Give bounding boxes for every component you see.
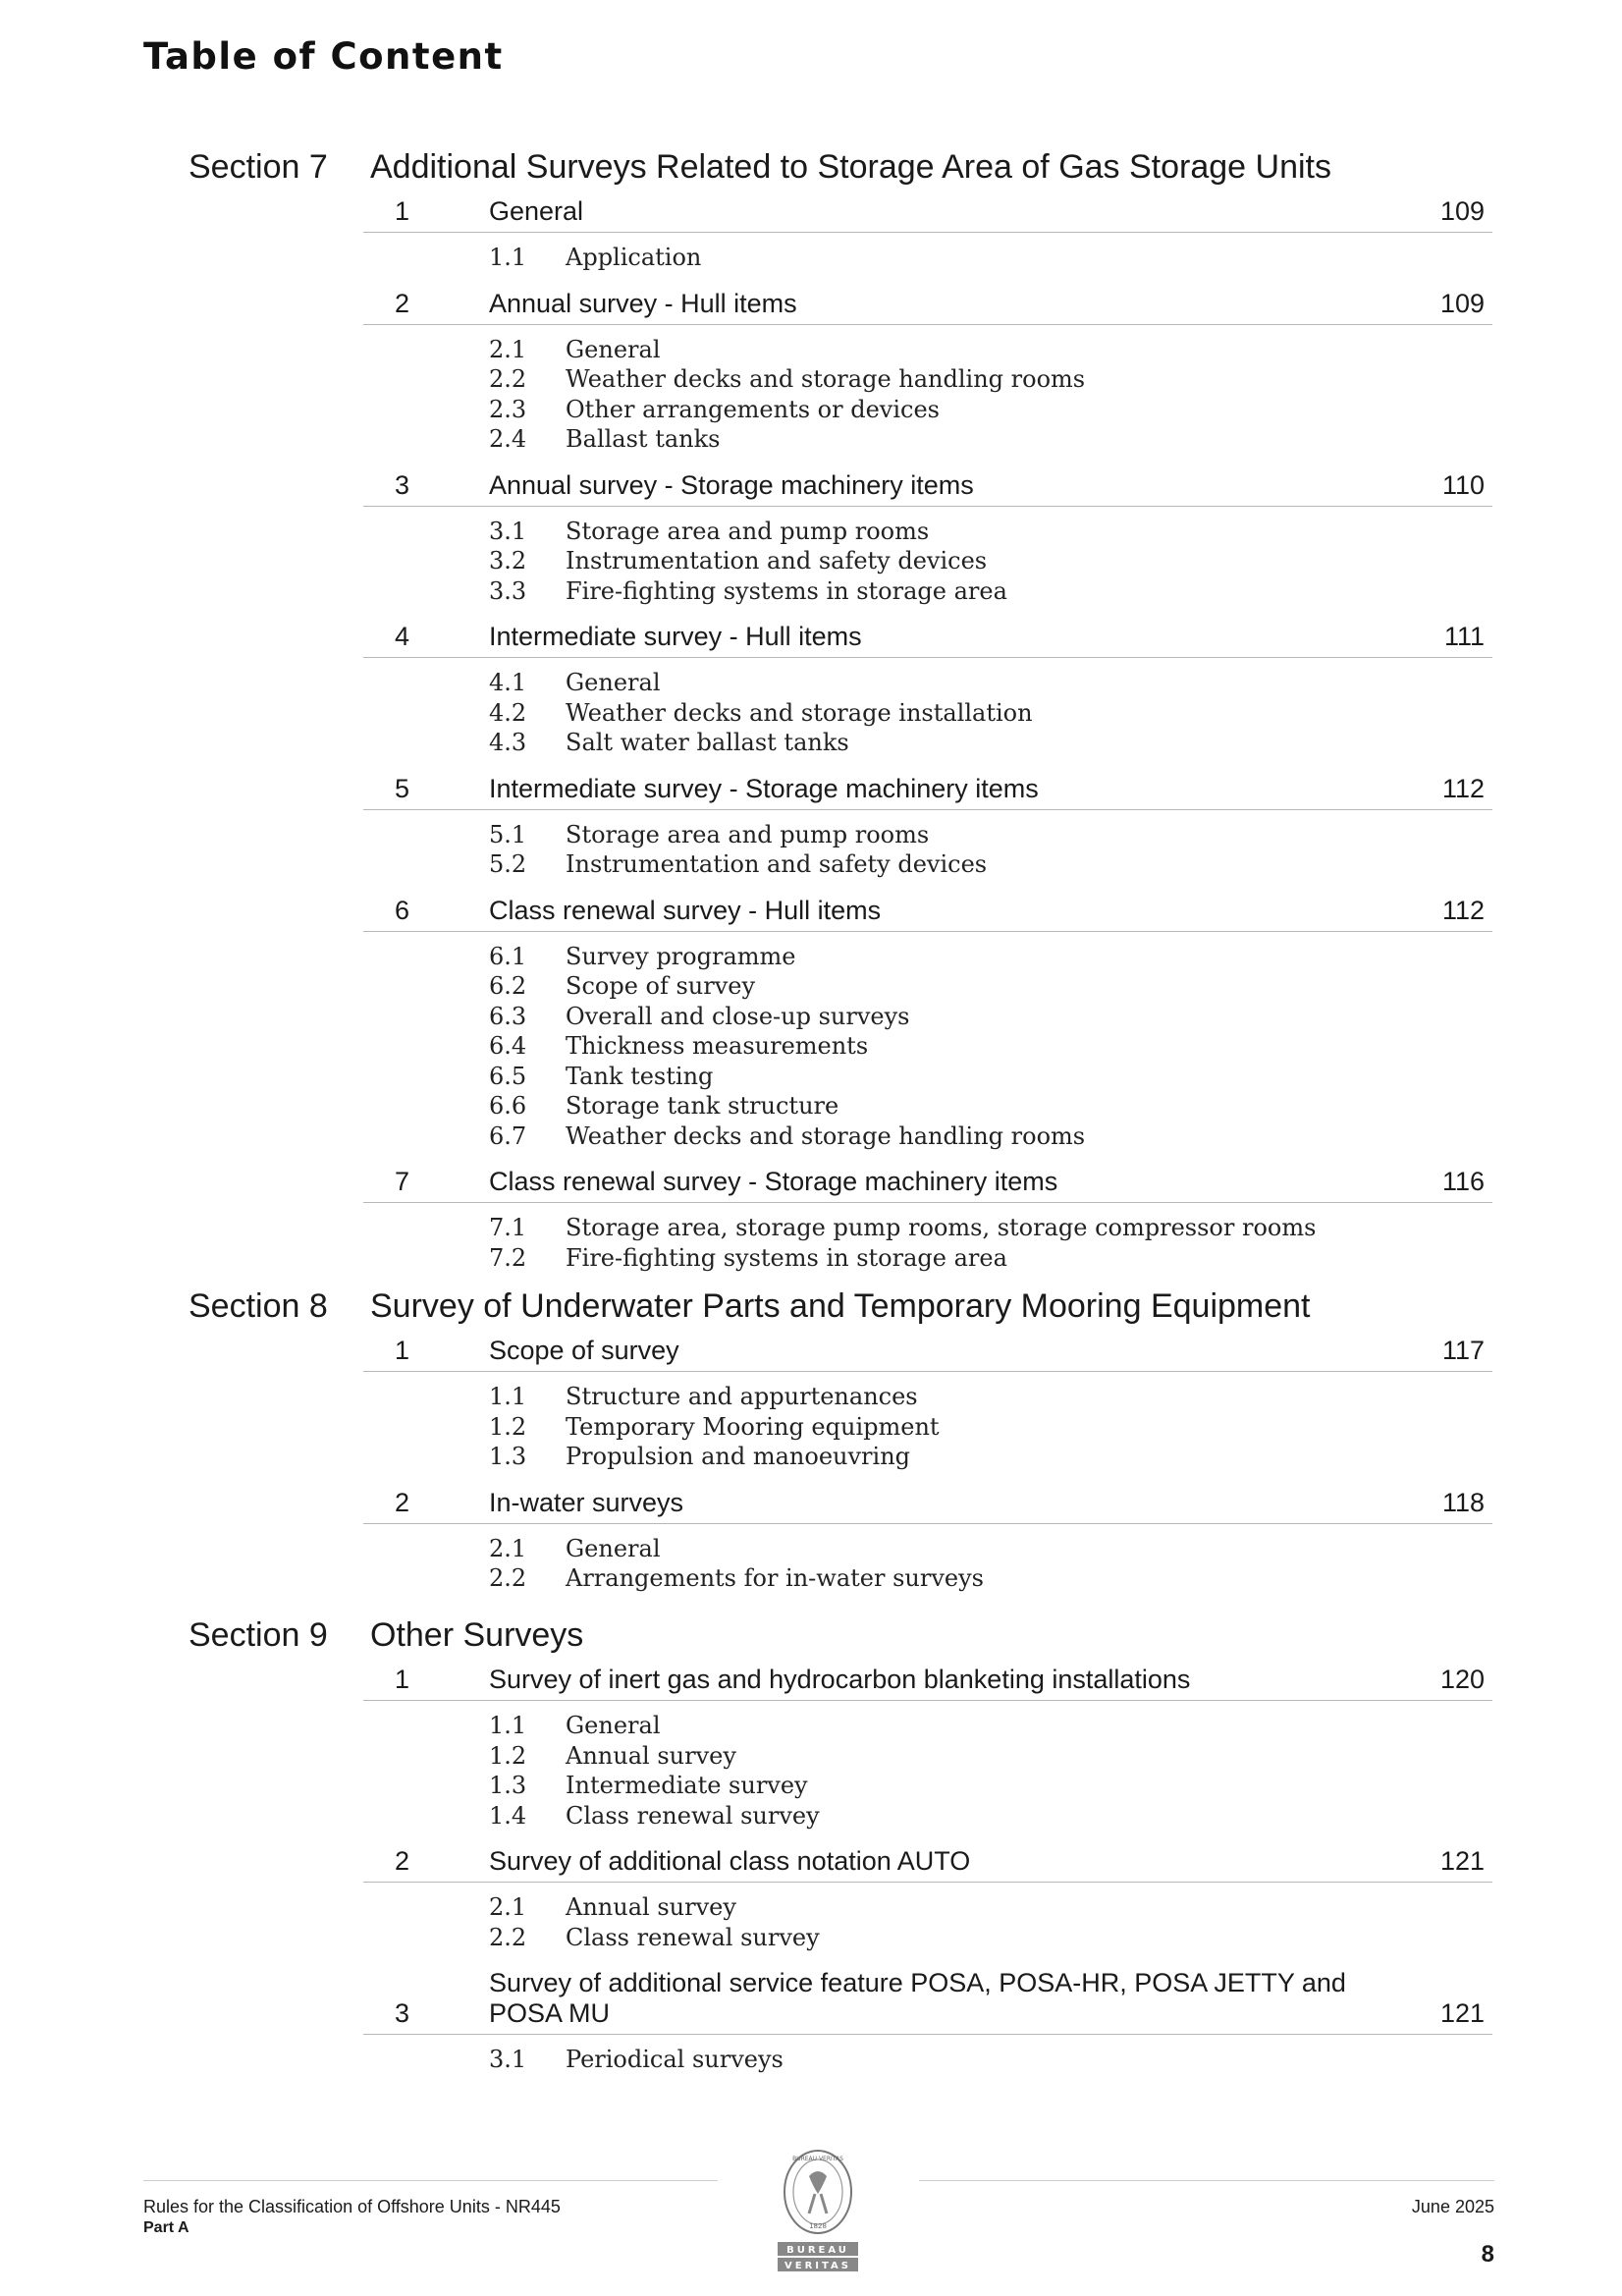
article-title: Intermediate survey - Storage machinery items	[489, 773, 1039, 803]
subarticle-title: Annual survey	[566, 1741, 736, 1770]
article-number: 6	[395, 895, 410, 925]
subarticle-title: General	[566, 1534, 661, 1562]
subarticle-entry[interactable]	[0, 2045, 1622, 2075]
article-entry[interactable]	[363, 1659, 1492, 1701]
subarticle-title: Propulsion and manoeuvring	[566, 1443, 911, 1470]
subarticle-title: General	[566, 669, 661, 696]
subarticle-entry[interactable]	[0, 668, 1622, 698]
subarticle-list	[0, 1203, 1622, 1283]
subarticle-entry[interactable]	[0, 243, 1622, 273]
article-page-number: 110	[1441, 469, 1485, 500]
subarticle-title: Weather decks and storage handling rooms	[566, 1121, 1086, 1150]
subarticle-title: Application	[566, 244, 702, 271]
toc-article	[0, 283, 1622, 465]
subarticle-number: 2.2	[489, 1923, 527, 1951]
subarticle-number: 2.1	[489, 1534, 527, 1562]
article-title: Survey of inert gas and hydrocarbon blanketing installations	[489, 1665, 1191, 1694]
subarticle-number: 6.7	[489, 1121, 527, 1150]
subarticle-list	[0, 507, 1622, 617]
subarticle-number: 6.2	[489, 972, 527, 1000]
article-page-number: 121	[1439, 1998, 1485, 2028]
logo-word-veritas: VERITAS	[784, 2261, 851, 2271]
subarticle-number: 5.1	[489, 820, 527, 848]
subarticle-title: Class renewal survey	[566, 1923, 820, 1951]
article-page-number: 121	[1439, 1846, 1485, 1876]
section-label: Section 8	[189, 1287, 328, 1325]
subarticle-entry[interactable]	[0, 1563, 1622, 1594]
article-entry[interactable]	[363, 1330, 1492, 1372]
subarticle-title: Fire-fighting systems in storage area	[566, 1243, 1007, 1272]
subarticle-title: Periodical surveys	[566, 2046, 784, 2073]
subarticle-number: 1.2	[489, 1412, 527, 1441]
toc-section	[0, 143, 1622, 1283]
subarticle-entry[interactable]	[0, 1412, 1622, 1443]
article-entry[interactable]	[363, 283, 1492, 325]
subarticle-number: 5.2	[489, 850, 527, 878]
subarticle-number: 4.1	[489, 669, 527, 696]
subarticle-entry[interactable]	[0, 971, 1622, 1002]
subarticle-title: Storage tank structure	[566, 1092, 839, 1120]
subarticle-title: Thickness measurements	[566, 1032, 869, 1060]
article-number: 2	[395, 288, 410, 318]
subarticle-list	[0, 1701, 1622, 1840]
subarticle-list	[0, 810, 1622, 890]
subarticle-number: 6.3	[489, 1002, 527, 1030]
subarticle-list	[0, 932, 1622, 1162]
subarticle-entry[interactable]	[0, 1771, 1622, 1801]
article-title: Survey of additional class notation AUTO	[489, 1846, 971, 1876]
subarticle-title: Ballast tanks	[566, 425, 721, 453]
subarticle-number: 7.2	[489, 1243, 527, 1272]
subarticle-number: 1.1	[489, 244, 527, 271]
toc-article	[0, 1330, 1622, 1482]
section-title: Additional Surveys Related to Storage Area of Gas Storage Units	[370, 148, 1331, 186]
article-page-number: 112	[1441, 773, 1485, 803]
article-title: Annual survey - Storage machinery items	[489, 469, 974, 500]
subarticle-number: 6.4	[489, 1032, 527, 1060]
logo-arc-text: BUREAU VERITAS	[792, 2156, 843, 2162]
subarticle-entry[interactable]	[0, 1243, 1622, 1274]
subarticle-number: 2.3	[489, 395, 527, 423]
footer-date: June 2025	[1411, 2197, 1494, 2216]
subarticle-number: 1.2	[489, 1741, 527, 1770]
subarticle-number: 1.4	[489, 1801, 527, 1830]
subarticle-entry[interactable]	[0, 1091, 1622, 1121]
logo-seal	[784, 2151, 851, 2233]
subarticle-number: 6.6	[489, 1092, 527, 1120]
subarticle-entry[interactable]	[0, 335, 1622, 365]
section-label: Section 7	[189, 148, 328, 186]
subarticle-list	[0, 658, 1622, 768]
article-title: Intermediate survey - Hull items	[489, 622, 862, 651]
article-number: 1	[395, 196, 410, 226]
subarticle-number: 3.2	[489, 547, 527, 574]
subarticle-list	[0, 233, 1622, 283]
subarticle-number: 3.1	[489, 2046, 527, 2073]
subarticle-entry[interactable]	[0, 849, 1622, 880]
subarticle-title: Weather decks and storage handling rooms	[566, 365, 1086, 393]
section-label: Section 9	[189, 1616, 328, 1654]
subarticle-entry[interactable]	[0, 1213, 1622, 1243]
subarticle-list	[0, 1524, 1622, 1604]
toc-section	[0, 1283, 1622, 1604]
subarticle-title: Storage area and pump rooms	[566, 820, 930, 848]
article-number: 1	[395, 1336, 410, 1365]
article-entry[interactable]	[363, 616, 1492, 658]
subarticle-list	[0, 1372, 1622, 1482]
subarticle-entry[interactable]	[0, 1121, 1622, 1152]
article-entry[interactable]	[363, 465, 1492, 507]
article-page-number: 116	[1441, 1167, 1485, 1196]
subarticle-title: Fire-fighting systems in storage area	[566, 576, 1007, 605]
article-page-number: 109	[1439, 288, 1485, 318]
article-number: 2	[395, 1487, 410, 1517]
subarticle-entry[interactable]	[0, 820, 1622, 850]
toc-article	[0, 616, 1622, 768]
subarticle-title: Storage area and pump rooms	[566, 517, 930, 545]
article-page-number: 120	[1439, 1665, 1485, 1694]
subarticle-title: Salt water ballast tanks	[566, 729, 849, 756]
footer-part: Part A	[143, 2219, 189, 2236]
toc-article	[0, 890, 1622, 1162]
subarticle-entry[interactable]	[0, 395, 1622, 425]
subarticle-entry[interactable]	[0, 1062, 1622, 1092]
subarticle-number: 4.2	[489, 698, 527, 727]
subarticle-entry[interactable]	[0, 1031, 1622, 1062]
subarticle-title: Tank testing	[566, 1062, 714, 1090]
subarticle-title: Weather decks and storage installation	[566, 698, 1033, 727]
subarticle-entry[interactable]	[0, 576, 1622, 607]
section-heading[interactable]	[0, 143, 1622, 191]
article-title: Class renewal survey - Hull items	[489, 895, 882, 925]
subarticle-number: 1.3	[489, 1772, 527, 1799]
article-title: Survey of additional service feature POSA, POSA-HR, POSA JETTY and POSA MU	[489, 1968, 1346, 2028]
article-number: 2	[395, 1846, 410, 1876]
footer-divider-left	[143, 2180, 718, 2181]
subarticle-title: Temporary Mooring equipment	[566, 1412, 940, 1441]
subarticle-number: 3.3	[489, 576, 527, 605]
subarticle-entry[interactable]	[0, 698, 1622, 729]
subarticle-entry[interactable]	[0, 1923, 1622, 1953]
footer-divider-right	[919, 2180, 1494, 2181]
subarticle-entry[interactable]	[0, 1741, 1622, 1772]
subarticle-number: 4.3	[489, 729, 527, 756]
subarticle-title: General	[566, 1712, 661, 1739]
article-entry[interactable]	[363, 768, 1492, 810]
article-title: General	[489, 196, 584, 226]
subarticle-number: 7.1	[489, 1214, 527, 1241]
article-entry[interactable]	[363, 1840, 1492, 1883]
subarticle-list	[0, 1883, 1622, 1962]
subarticle-entry[interactable]	[0, 1442, 1622, 1472]
toc-article	[0, 1659, 1622, 1840]
article-page-number: 112	[1441, 895, 1485, 925]
article-entry[interactable]	[363, 1161, 1492, 1203]
bureau-veritas-logo	[764, 2147, 872, 2274]
toc-article	[0, 465, 1622, 617]
subarticle-number: 2.1	[489, 335, 527, 363]
toc-article	[0, 1962, 1622, 2085]
subarticle-entry[interactable]	[0, 1892, 1622, 1923]
article-title: Scope of survey	[489, 1336, 679, 1365]
subarticle-list	[0, 325, 1622, 465]
subarticle-title: Instrumentation and safety devices	[566, 850, 988, 878]
section-heading[interactable]	[0, 1612, 1622, 1659]
section-title: Other Surveys	[370, 1616, 584, 1654]
article-title: Annual survey - Hull items	[489, 288, 797, 318]
subarticle-number: 2.2	[489, 1564, 527, 1592]
article-number: 3	[395, 469, 410, 500]
subarticle-number: 1.1	[489, 1712, 527, 1739]
article-number: 7	[395, 1167, 410, 1196]
subarticle-number: 3.1	[489, 517, 527, 545]
section-heading[interactable]	[0, 1283, 1622, 1330]
article-entry[interactable]	[363, 890, 1492, 932]
article-title: Class renewal survey - Storage machinery items	[489, 1167, 1058, 1196]
subarticle-title: Other arrangements or devices	[566, 395, 940, 423]
subarticle-entry[interactable]	[0, 517, 1622, 547]
toc-section	[0, 1612, 1622, 2085]
page-title: Table of Content	[143, 35, 504, 78]
subarticle-entry[interactable]	[0, 728, 1622, 758]
subarticle-title: Instrumentation and safety devices	[566, 547, 988, 574]
subarticle-number: 1.1	[489, 1383, 527, 1410]
subarticle-entry[interactable]	[0, 1002, 1622, 1032]
subarticle-title: Arrangements for in-water surveys	[566, 1564, 984, 1592]
section-title: Survey of Underwater Parts and Temporary Mooring Equipment	[370, 1287, 1311, 1325]
toc-article	[0, 768, 1622, 890]
subarticle-number: 6.1	[489, 942, 527, 970]
article-page-number: 109	[1439, 196, 1485, 226]
subarticle-title: Structure and appurtenances	[566, 1383, 918, 1410]
article-number: 5	[395, 773, 410, 803]
subarticle-entry[interactable]	[0, 1711, 1622, 1741]
subarticle-entry[interactable]	[0, 1382, 1622, 1412]
toc-article	[0, 1482, 1622, 1604]
subarticle-entry[interactable]	[0, 546, 1622, 576]
subarticle-title: Survey programme	[566, 942, 796, 970]
subarticle-number: 2.1	[489, 1893, 527, 1921]
logo-word-bureau: BUREAU	[786, 2245, 849, 2256]
subarticle-title: Class renewal survey	[566, 1801, 820, 1830]
article-number: 4	[395, 622, 410, 651]
article-entry[interactable]	[363, 191, 1492, 233]
page-number: 8	[1481, 2241, 1494, 2268]
subarticle-list	[0, 2035, 1622, 2085]
subarticle-title: Annual survey	[566, 1893, 736, 1921]
subarticle-entry[interactable]	[0, 1534, 1622, 1564]
subarticle-entry[interactable]	[0, 364, 1622, 395]
logo-year: 1828	[809, 2222, 827, 2230]
article-page-number: 111	[1443, 622, 1485, 651]
article-number: 3	[395, 1998, 410, 2028]
article-entry[interactable]	[363, 1482, 1492, 1524]
subarticle-number: 1.3	[489, 1443, 527, 1470]
subarticle-number: 2.4	[489, 425, 527, 453]
toc-article	[0, 191, 1622, 283]
toc-article	[0, 1840, 1622, 1962]
subarticle-number: 6.5	[489, 1062, 527, 1090]
subarticle-title: Scope of survey	[566, 972, 756, 1000]
subarticle-entry[interactable]	[0, 424, 1622, 455]
subarticle-entry[interactable]	[0, 942, 1622, 972]
subarticle-title: Storage area, storage pump rooms, storage compressor rooms	[566, 1214, 1317, 1241]
subarticle-entry[interactable]	[0, 1801, 1622, 1831]
footer-rules-title: Rules for the Classification of Offshore Units - NR445	[143, 2197, 561, 2216]
subarticle-number: 2.2	[489, 365, 527, 393]
subarticle-title: Overall and close-up surveys	[566, 1002, 910, 1030]
article-title: In-water surveys	[489, 1487, 684, 1517]
toc-article	[0, 1161, 1622, 1283]
article-entry[interactable]	[363, 1962, 1492, 2035]
article-page-number: 117	[1441, 1336, 1485, 1365]
article-number: 1	[395, 1665, 410, 1694]
subarticle-title: General	[566, 335, 661, 363]
subarticle-title: Intermediate survey	[566, 1772, 808, 1799]
article-page-number: 118	[1441, 1487, 1485, 1517]
